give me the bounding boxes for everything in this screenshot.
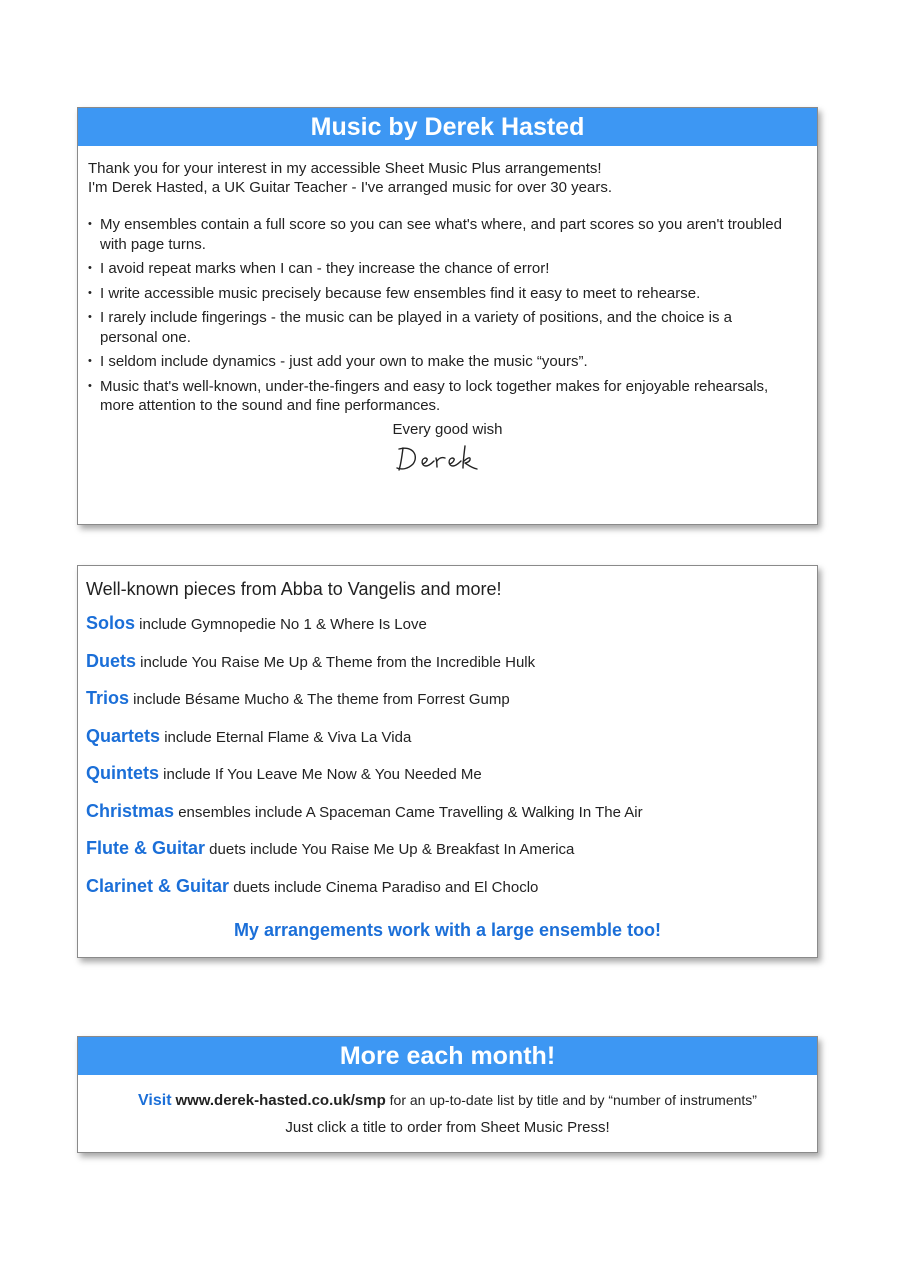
- catalog-list: [78, 612, 817, 912]
- catalog-item: [86, 837, 817, 875]
- intro-panel: [77, 107, 818, 525]
- catalog-item: [86, 875, 817, 913]
- handwritten-signature: [78, 442, 817, 481]
- catalog-item-keyword: Trios: [86, 688, 130, 708]
- catalog-item: [86, 650, 817, 688]
- catalog-panel: [77, 565, 818, 958]
- intro-text: [78, 146, 817, 197]
- bullet-item: • I write accessible music precisely because few ensembles find it easy to meet to rehearse.: [88, 284, 793, 304]
- catalog-item-text: include Bésame Mucho & The theme from Forrest Gump: [129, 691, 510, 708]
- visit-label: Visit: [138, 1092, 172, 1109]
- catalog-item: [86, 800, 817, 838]
- visit-line: [78, 1075, 817, 1110]
- bullet-item: • I avoid repeat marks when I can - they increase the chance of error!: [88, 259, 793, 279]
- catalog-item: [86, 762, 817, 800]
- catalog-footer: My arrangements work with a large ensemble too!: [233, 920, 662, 940]
- catalog-item: [86, 687, 817, 725]
- monthly-panel: [77, 1036, 818, 1153]
- catalog-item-keyword: Duets: [86, 650, 137, 671]
- catalog-item-keyword: Quintets: [86, 763, 160, 783]
- catalog-item-keyword: Clarinet & Guitar: [86, 875, 230, 896]
- catalog-item-keyword: Flute & Guitar: [86, 838, 206, 858]
- catalog-item-text: ensembles include A Spaceman Came Travelling & Walking In The Air: [174, 803, 643, 821]
- catalog-heading: Well-known pieces from Abba to Vangelis and more!: [86, 579, 502, 599]
- catalog-item-keyword: Christmas: [86, 800, 175, 821]
- order-instruction: Just click a title to order from Sheet Music Press!: [285, 1119, 610, 1136]
- catalog-item-text: include You Raise Me Up & Theme from the Incredible Hulk: [136, 653, 536, 671]
- catalog-item-keyword: Solos: [86, 613, 136, 633]
- catalog-item: [86, 612, 817, 650]
- intro-panel-title: Music by Derek Hasted: [78, 108, 817, 146]
- catalog-item: [86, 725, 817, 763]
- bullet-item: • I rarely include fingerings - the music can be played in a variety of positions, and the choice is a personal one.: [88, 308, 793, 347]
- signoff-text: Every good wish: [392, 420, 503, 438]
- bullet-item: • My ensembles contain a full score so you can see what's where, and part scores so you aren't troubled with page turns.: [88, 215, 793, 254]
- catalog-item-text: include If You Leave Me Now & You Needed Me: [159, 766, 482, 783]
- catalog-item-keyword: Quartets: [86, 725, 161, 746]
- bullet-item: • Music that's well-known, under-the-fingers and easy to lock together makes for enjoyable rehearsals, more attention to the sound and fine performances.: [88, 377, 793, 416]
- visit-description: for an up-to-date list by title and by “number of instruments”: [385, 1092, 757, 1108]
- catalog-item-text: duets include Cinema Paradiso and El Choclo: [229, 878, 539, 896]
- intro-line-1: Thank you for your interest in my accessible Sheet Music Plus arrangements!: [88, 160, 602, 177]
- catalog-item-text: include Gymnopedie No 1 & Where Is Love: [135, 616, 427, 633]
- website-link[interactable]: www.derek-hasted.co.uk/smp: [175, 1092, 386, 1109]
- monthly-panel-title: More each month!: [78, 1037, 817, 1075]
- intro-line-2: I'm Derek Hasted, a UK Guitar Teacher - I've arranged music for over 30 years.: [88, 179, 612, 196]
- feature-bullet-list: [78, 215, 817, 416]
- bullet-item: • I seldom include dynamics - just add your own to make the music “yours”.: [88, 352, 793, 372]
- catalog-item-text: include Eternal Flame & Viva La Vida: [160, 728, 412, 746]
- catalog-item-text: duets include You Raise Me Up & Breakfast In America: [205, 841, 575, 858]
